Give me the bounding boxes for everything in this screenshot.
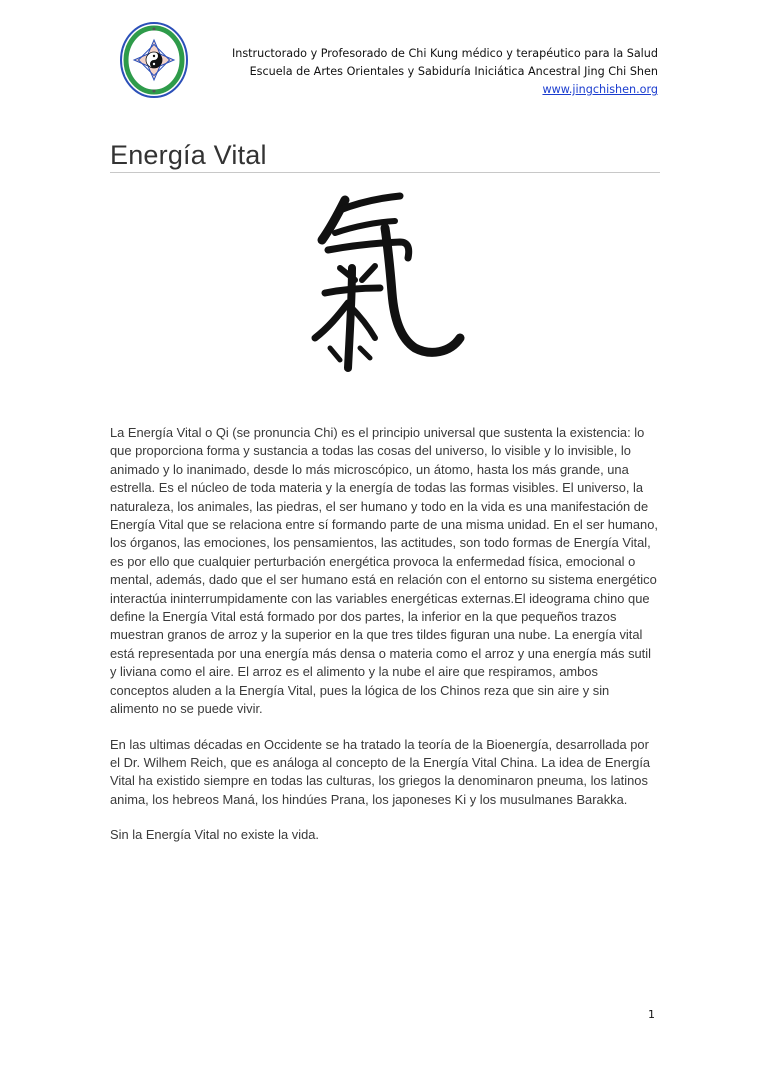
qi-calligraphy-icon (300, 188, 470, 383)
paragraph-1: La Energía Vital o Qi (se pronuncia Chi) es el principio universal que sustenta la existencia: lo que proporciona forma y sustancia a todas las cosas del universo, lo visible y lo invisible, lo animado y lo inanimado, desde lo más microscópico, un átomo, hasta los más grande, una estrella. Es el núcleo de toda materia y la energía de todas las formas visibles. El universo, la naturaleza, los animales, las piedras, el ser humano y todo en la vida es una manifestación de Energía Vital que se relaciona entre sí formando parte de una misma unidad. En el ser humano, los órganos, las emociones, los pensamientos, las actitudes, son todo formas de Energía Vital, es por ello que cualquier perturbación energética provoca la enfermedad física, emocional o mental, además, dado que el ser humano está en relación con el entorno su sistema energético interactúa ininterrumpidamente con las variables energéticas externas.El ideograma chino que define la Energía Vital está formado por dos partes, la inferior en la que pequeños trazos muestran granos de arroz y la superior en la que tres tildes figuran una nube. La energía vital está representada por una energía más densa o materia como el arroz y una energía más sutil y liviana como el aire. El arroz es el alimento y la nube el aire que respiramos, ambos conceptos aluden a la Energía Vital, pues la lógica de los Chinos reza que sin aire y sin alimento no se puede vivir. (110, 425, 658, 717)
website-link[interactable]: www.jingchishen.org (542, 83, 658, 96)
header-line-2: Escuela de Artes Orientales y Sabiduría Iniciática Ancestral Jing Chi Shen (249, 65, 658, 78)
school-logo-icon (118, 20, 190, 100)
document-header (200, 45, 658, 99)
page-number: 1 (648, 1008, 655, 1021)
page-title: Energía Vital (110, 140, 267, 170)
header-line-1: Instructorado y Profesorado de Chi Kung médico y terapéutico para la Salud (231, 47, 658, 60)
paragraph-2: En las ultimas décadas en Occidente se ha tratado la teoría de la Bioenergía, desarrollada por el Dr. Wilhem Reich, que es análoga al concepto de la Energía Vital China. La idea de Energía Vital ha existido siempre en todas las culturas, los griegos la denominaron pneuma, los latinos anima, los hebreos Maná, los hindúes Prana, los japoneses Ki y los musulmanes Barakka. (110, 736, 651, 807)
title-underline (110, 172, 660, 173)
body-text (110, 424, 660, 862)
paragraph-3: Sin la Energía Vital no existe la vida. (110, 827, 320, 843)
